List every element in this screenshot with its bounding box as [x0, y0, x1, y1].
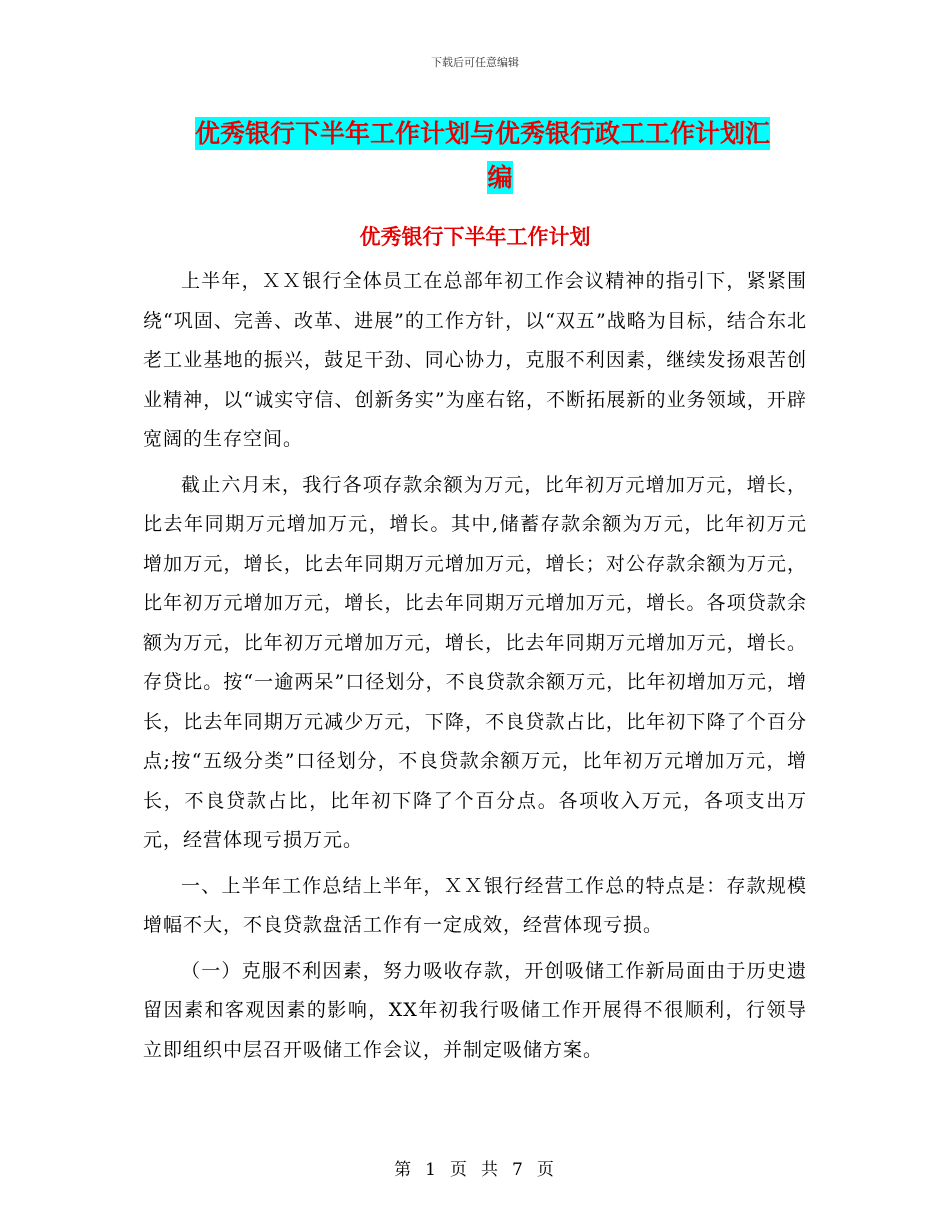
title-line-2: 编: [487, 163, 513, 192]
paragraph: 上半年，ＸＸ银行全体员工在总部年初工作会议精神的指引下，紧紧围绕“巩固、完善、改革、进展”的工作方针，以“双五”战略为目标，结合东北老工业基地的振兴，鼓足干劲、同心协力，克服不利因素，继续发扬艰苦创业精神，以“诚实守信、创新务实”为座右铭，不断拓展新的业务领域，开辟宽阔的生存空间。: [143, 270, 807, 450]
footer-total-prefix: 共: [481, 1160, 500, 1180]
paragraph: 一、上半年工作总结上半年，ＸＸ银行经营工作总的特点是：存款规模增幅不大，不良贷款盘活工作有一定成效，经营体现亏损。: [143, 874, 807, 936]
page-number: 1: [425, 1160, 438, 1180]
paragraph: （一）克服不利因素，努力吸收存款，开创吸储工作新局面由于历史遗留因素和客观因素的影响，XX年初我行吸储工作开展得不很顺利，行领导立即组织中层召开吸储工作会议，并制定吸储方案。: [143, 959, 807, 1061]
document-body: [143, 262, 807, 1076]
header-note: 下载后可任意编辑: [431, 56, 519, 69]
footer-prefix: 第: [394, 1160, 414, 1180]
section-title: 优秀银行下半年工作计划: [359, 224, 591, 249]
total-pages: 7: [512, 1160, 525, 1180]
title-line-1: 优秀银行下半年工作计划与优秀银行政工工作计划汇: [195, 119, 771, 148]
page-footer: [0, 1155, 950, 1180]
footer-page-unit: 页: [450, 1160, 469, 1180]
paragraph: 截止六月末，我行各项存款余额为万元，比年初万元增加万元，增长，比去年同期万元增加万元，增长。其中,储蓄存款余额为万元，比年初万元增加万元，增长，比去年同期万元增加万元，增长；对公存款余额为万元，比年初万元增加万元，增长，比去年同期万元增加万元，增长。各项贷款余额为万元，比年初万元增加万元，增长，比去年同期万元增加万元，增长。存贷比。按“一逾两呆”口径划分，不良贷款余额万元，比年初增加万元，增长，比去年同期万元减少万元，下降，不良贷款占比，比年初下降了个百分点;按“五级分类”口径划分，不良贷款余额万元，比年初万元增加万元，增长，不良贷款占比，比年初下降了个百分点。各项收入万元，各项支出万元，经营体现亏损万元。: [143, 473, 807, 851]
document-title: [195, 112, 805, 200]
footer-total-unit: 页: [536, 1160, 556, 1180]
